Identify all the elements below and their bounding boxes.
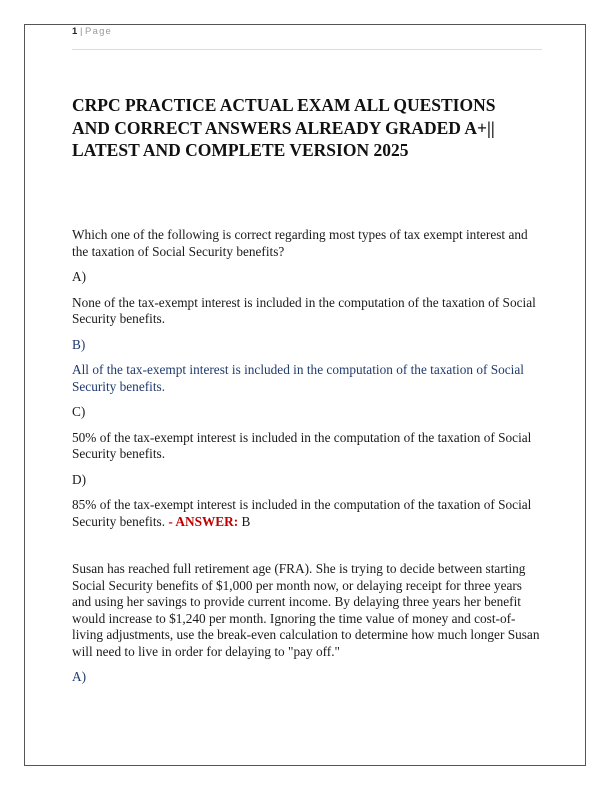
question-1-option-b-text: All of the tax-exempt interest is included in the computation of the taxation of Social Security benefits.: [72, 362, 524, 394]
question-1-option-a-text: None of the tax-exempt interest is included in the computation of the taxation of Social Security benefits.: [72, 294, 536, 326]
page-header: [72, 26, 542, 50]
page-word: Page: [85, 26, 113, 37]
document-body: [72, 227, 542, 695]
page-number: 1: [72, 26, 78, 37]
question-1-text: Which one of the following is correct regarding most types of tax exempt interest and the taxation of Social Security benefits?: [72, 227, 528, 259]
question-1-option-d-text: 85% of the tax-exempt interest is included in the computation of the taxation of Social Security benefits.: [72, 497, 532, 529]
page-separator: |: [79, 26, 83, 37]
question-1-option-b-label: B): [72, 336, 86, 352]
answer-value: B: [241, 513, 251, 529]
question-1-option-d-label: D): [72, 471, 87, 487]
question-2-text: Susan has reached full retirement age (FRA). She is trying to decide between starting Social Security benefits of $1,000 per month now, or delaying receipt for three years and using her savings to provide current income. By delaying three years her benefit would increase to $1,240 per month. Ignoring the time value of money and cost-of-living adjustments, use the break-even calculation to determine how much longer Susan will need to live in order for delaying to "pay off.": [72, 561, 540, 659]
question-1-option-a-label: A): [72, 269, 87, 284]
answer-label: - ANSWER:: [168, 513, 239, 529]
question-2-option-a-label: A): [72, 669, 87, 684]
question-1-option-c-label: C): [72, 404, 86, 419]
question-1-option-c-text: 50% of the tax-exempt interest is included in the computation of the taxation of Social Security benefits.: [72, 429, 532, 461]
question-1-option-d-paragraph: [72, 497, 542, 530]
document-title: CRPC PRACTICE ACTUAL EXAM ALL QUESTIONS AND CORRECT ANSWERS ALREADY GRADED A+|| LATEST AND COMPLETE VERSION 2025: [72, 95, 496, 160]
